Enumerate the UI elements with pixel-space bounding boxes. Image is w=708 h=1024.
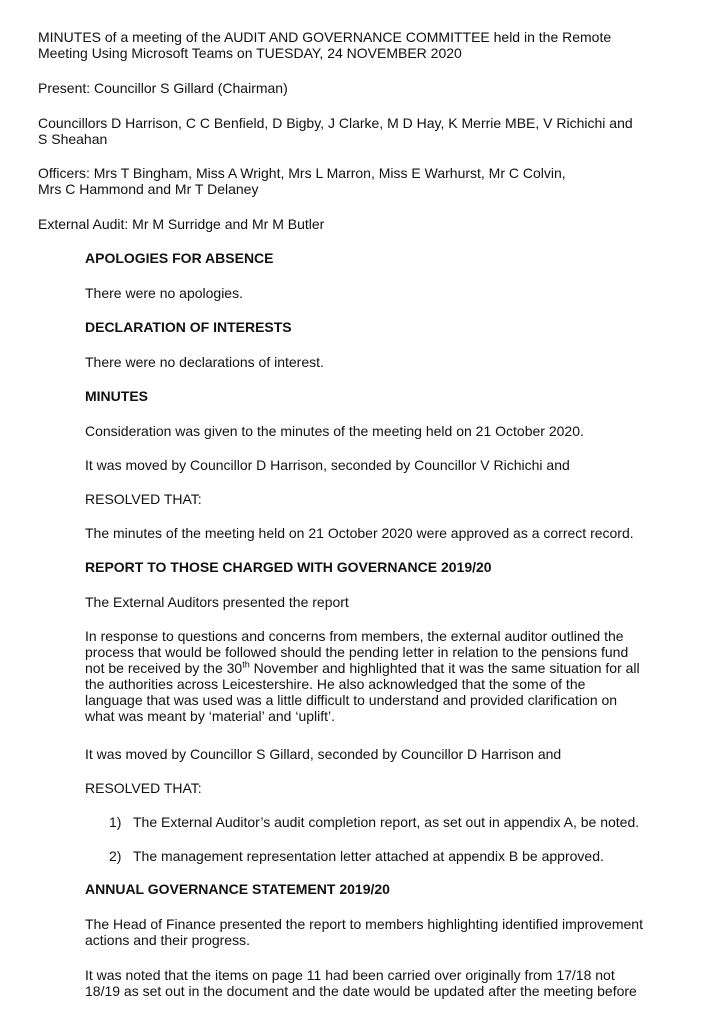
declarations-heading: DECLARATION OF INTERESTS bbox=[85, 319, 292, 335]
report-moved-text: It was moved by Councillor S Gillard, seconded by Councillor D Harrison and bbox=[85, 746, 562, 762]
report-paragraph-line-3a: not be received by the 30 bbox=[85, 660, 243, 676]
governance-presented-text bbox=[85, 916, 685, 948]
list-item-number: 2) bbox=[109, 848, 122, 864]
officers-line-1: Officers: Mrs T Bingham, Miss A Wright, Mrs L Marron, Miss E Warhurst, Mr C Colvin, bbox=[38, 165, 566, 181]
report-resolved-label: RESOLVED THAT: bbox=[85, 780, 202, 796]
governance-noted-line-2: 18/19 as set out in the document and the date would be updated after the meeting before bbox=[85, 983, 637, 999]
governance-noted-line-1: It was noted that the items on page 11 had been carried over originally from 17/18 not bbox=[85, 967, 615, 983]
councillors-line-2: S Sheahan bbox=[38, 131, 108, 147]
minutes-consideration-text: Consideration was given to the minutes of the meeting held on 21 October 2020. bbox=[85, 423, 584, 439]
minutes-moved-text: It was moved by Councillor D Harrison, seconded by Councillor V Richichi and bbox=[85, 457, 570, 473]
external-audit-line: External Audit: Mr M Surridge and Mr M Butler bbox=[38, 216, 325, 232]
report-paragraph-line-5: language that was used was a little difficult to understand and provided clarification on bbox=[85, 692, 618, 708]
minutes-resolved-label: RESOLVED THAT: bbox=[85, 491, 202, 507]
report-paragraph-line-4: the authorities across Leicestershire. He also acknowledged that the some of the bbox=[85, 676, 586, 692]
title-line-2: Meeting Using Microsoft Teams on TUESDAY, 24 NOVEMBER 2020 bbox=[38, 45, 462, 61]
list-item-text: The External Auditor’s audit completion report, as set out in appendix A, be noted. bbox=[133, 814, 640, 830]
report-heading: REPORT TO THOSE CHARGED WITH GOVERNANCE 2019/20 bbox=[85, 559, 492, 575]
present-line: Present: Councillor S Gillard (Chairman) bbox=[38, 80, 288, 96]
list-item bbox=[109, 814, 699, 830]
report-paragraph-line-2: process that would be followed should the pending letter in relation to the pensions fund bbox=[85, 644, 629, 660]
councillors-line-1: Councillors D Harrison, C C Benfield, D Bigby, J Clarke, M D Hay, K Merrie MBE, V Richichi and bbox=[38, 115, 633, 131]
officers-line-2: Mrs C Hammond and Mr T Delaney bbox=[38, 181, 259, 197]
meeting-title bbox=[38, 29, 688, 61]
governance-heading: ANNUAL GOVERNANCE STATEMENT 2019/20 bbox=[85, 881, 390, 897]
officers-list bbox=[38, 165, 688, 197]
report-presented-text: The External Auditors presented the report bbox=[85, 594, 349, 610]
superscript-th: th bbox=[242, 659, 250, 670]
list-item-number: 1) bbox=[109, 814, 122, 830]
minutes-approved-text: The minutes of the meeting held on 21 October 2020 were approved as a correct record. bbox=[85, 525, 634, 541]
governance-noted-text bbox=[85, 967, 685, 999]
apologies-text: There were no apologies. bbox=[85, 285, 243, 301]
list-item bbox=[109, 848, 699, 864]
title-line-1: MINUTES of a meeting of the AUDIT AND GOVERNANCE COMMITTEE held in the Remote bbox=[38, 29, 612, 45]
report-response-paragraph bbox=[85, 628, 685, 724]
apologies-heading: APOLOGIES FOR ABSENCE bbox=[85, 250, 274, 266]
governance-text-line-1: The Head of Finance presented the report to members highlighting identified improvement bbox=[85, 916, 643, 932]
minutes-heading: MINUTES bbox=[85, 388, 148, 404]
declarations-text: There were no declarations of interest. bbox=[85, 354, 324, 370]
councillors-list bbox=[38, 115, 688, 147]
report-paragraph-line-3b: November and highlighted that it was the same situation for all bbox=[249, 660, 640, 676]
report-paragraph-line-6: what was meant by ‘material’ and ‘uplift’. bbox=[85, 708, 336, 724]
governance-text-line-2: actions and their progress. bbox=[85, 932, 250, 948]
report-paragraph-line-1: In response to questions and concerns from members, the external auditor outlined the bbox=[85, 628, 624, 644]
list-item-text: The management representation letter attached at appendix B be approved. bbox=[133, 848, 604, 864]
